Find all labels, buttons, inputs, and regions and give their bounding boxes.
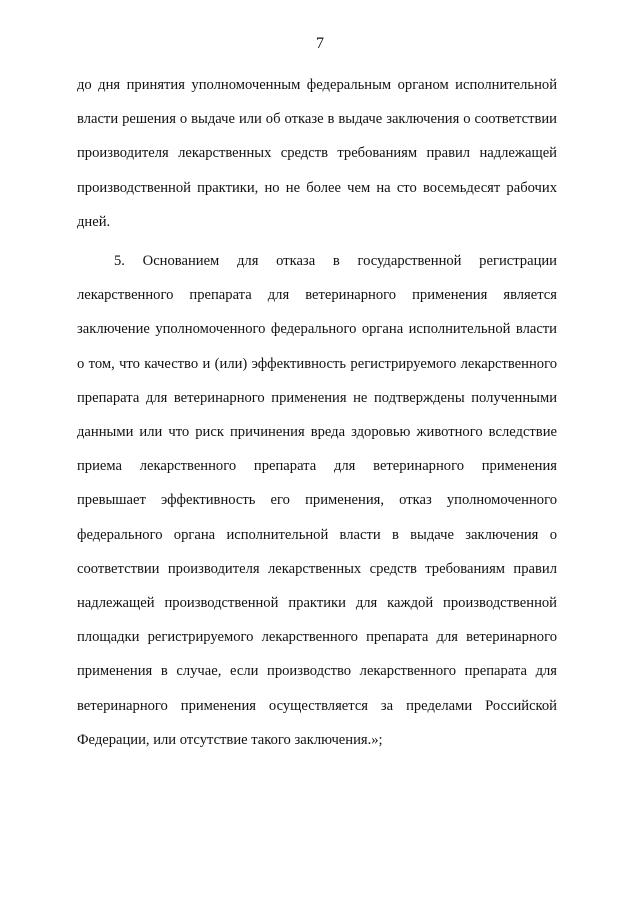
page-number: 7 (316, 35, 324, 52)
paragraph-continuation: до дня принятия уполномоченным федеральным органом исполнительной власти решения о выдаче или об отказе в выдаче заключения о соответствии производителя лекарственных средств требованиям правил надлежащей производственной практики, но не более чем на сто восемьдесят рабочих дней. (77, 77, 557, 230)
document-body (77, 68, 557, 757)
paragraph-item-5: 5. Основанием для отказа в государственной регистрации лекарственного препарата для ветеринарного применения является заключение уполномоченного федерального органа исполнительной власти о том, что качество и (или) эффективность регистрируемого лекарственного препарата для ветеринарного применения не подтверждены полученными данными или что риск причинения вреда здоровью животного вследствие приема лекарственного препарата для ветеринарного применения превышает эффективность его применения, отказ уполномоченного федерального органа исполнительной власти в выдаче заключения о соответствии производителя лекарственных средств требованиям правил надлежащей производственной практики для каждой производственной площадки регистрируемого лекарственного препарата для ветеринарного применения в случае, если производство лекарственного препарата для ветеринарного применения осуществляется за пределами Российской Федерации, или отсутствие такого заключения.»; (77, 253, 557, 748)
